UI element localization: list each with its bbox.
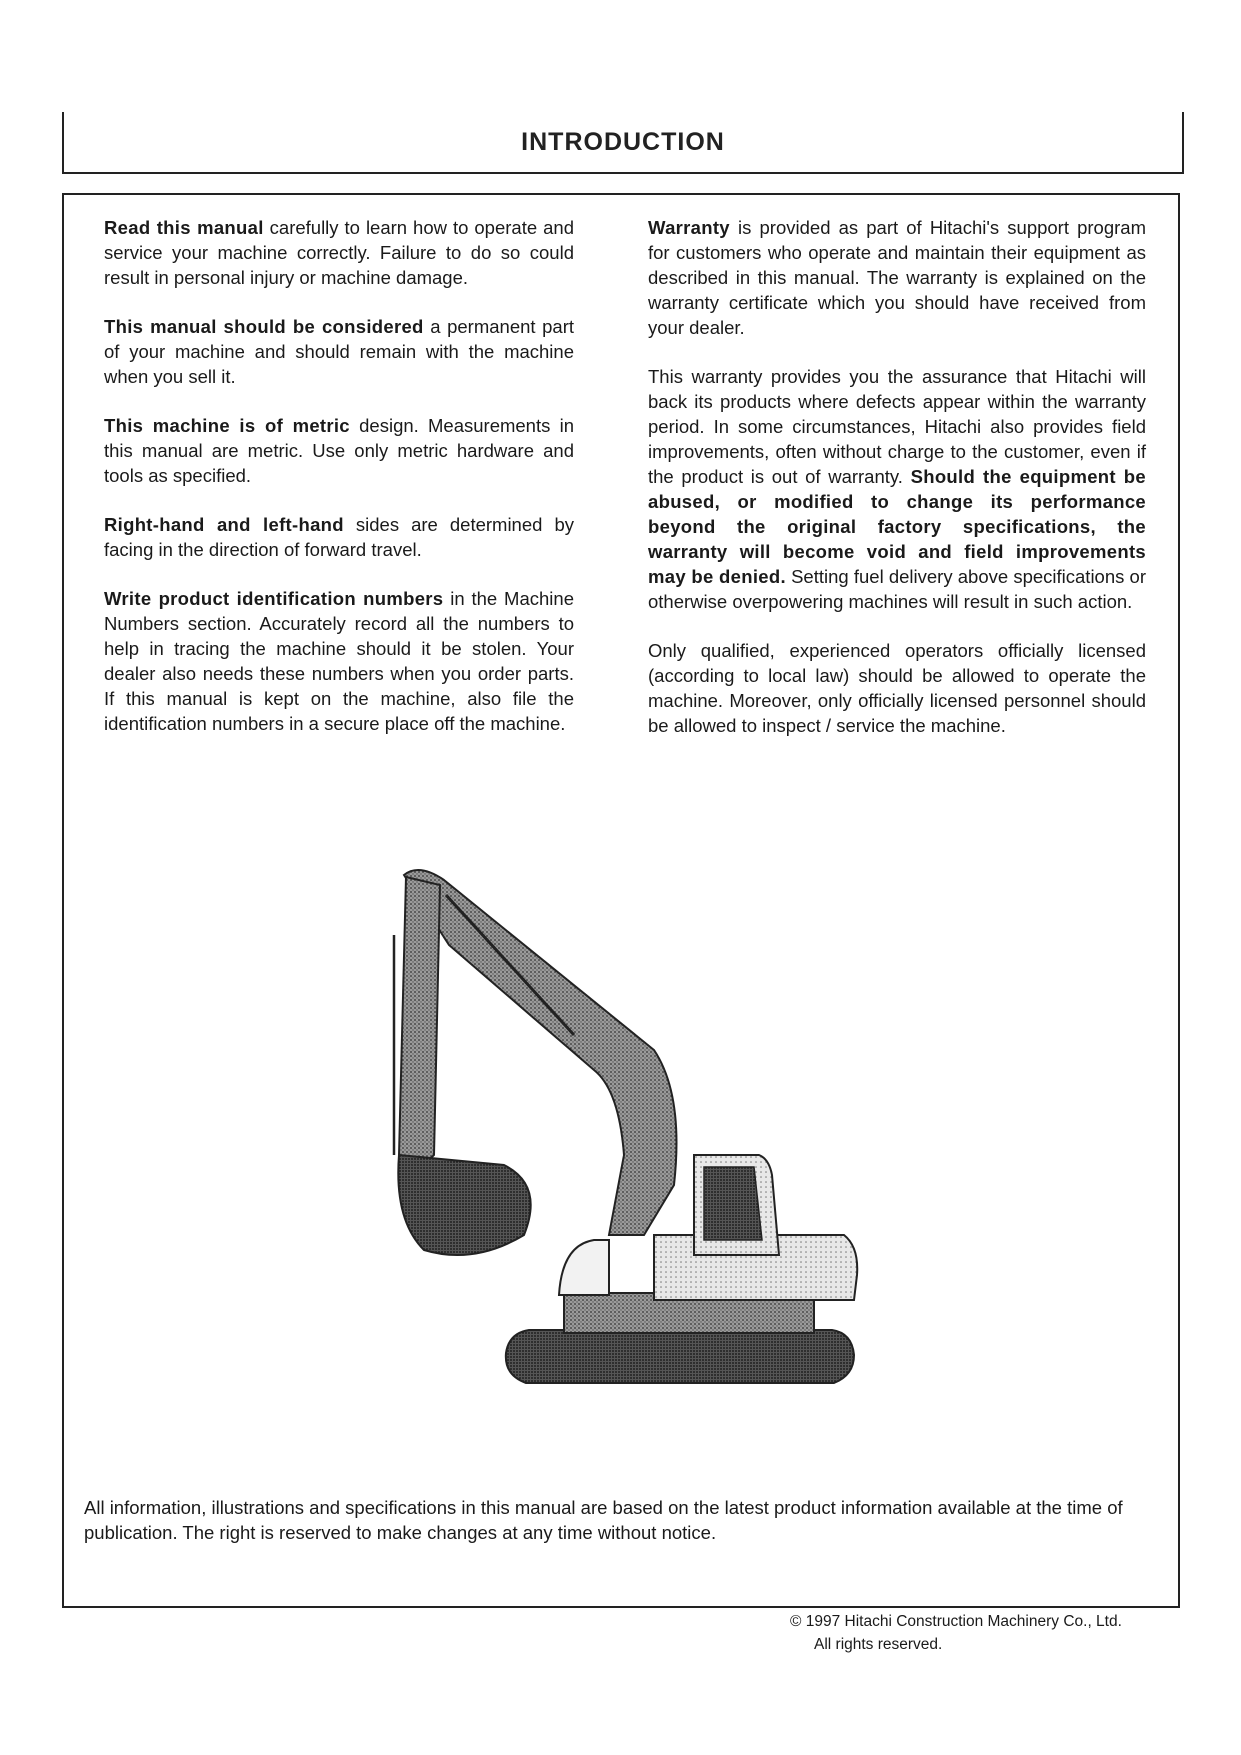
paragraph-warranty-assurance (648, 364, 1146, 614)
paragraph-warranty (648, 215, 1146, 340)
rights-reserved: All rights reserved. (814, 1636, 943, 1653)
paragraph-text: a permanent part of your machine and should remain with the machine when you sell it. (104, 316, 575, 387)
paragraph-text: This warranty provides you the assurance that Hitachi will back its products where defects appear within the warranty period. In some circumstances, Hitachi also provides field improvements, often without charge to the customer, even if the product is out of warranty. (648, 366, 1146, 487)
warranty-void-warning: Should the equipment be abused, or modified to change its performance beyond the original factory specifications, the warranty will become void and field improvements may be denied. (648, 466, 1146, 587)
paragraph-text: in the Machine Numbers section. Accurately record all the numbers to help in tracing the machine should it be stolen. Your dealer also needs these numbers when you order parts. If this manual is kept on the machine, also file the identification numbers in a secure place off the machine. (104, 588, 574, 734)
paragraph-text: Only qualified, experienced operators officially licensed (according to local law) should be allowed to operate the machine. Moreover, only officially licensed personnel should be allowed to inspect / service the machine. (648, 640, 1146, 736)
excavator-arm (399, 877, 440, 1175)
left-column (104, 215, 574, 760)
paragraph-qualified-operators (648, 638, 1146, 738)
paragraph-metric (104, 413, 574, 488)
paragraph-manual-considered (104, 314, 574, 389)
right-column (648, 215, 1146, 762)
excavator-bucket (398, 1155, 530, 1255)
copyright-notice (790, 1610, 1122, 1656)
paragraph-lead: Warranty (648, 217, 730, 238)
paragraph-right-left-hand (104, 512, 574, 562)
hydraulic-line (446, 895, 574, 1035)
content-box (62, 193, 1180, 1608)
paragraph-identification-numbers (104, 586, 574, 736)
paragraph-text: design. Measurements in this manual are metric. Use only metric hardware and tools as specified. (104, 415, 574, 486)
disclaimer: All information, illustrations and specifications in this manual are based on the latest product information available at the time of publication. The right is reserved to make changes at any time without notice. (84, 1497, 1123, 1543)
excavator-illustration (354, 855, 934, 1435)
excavator-track (506, 1330, 854, 1383)
paragraph-lead: Right-hand and left-hand (104, 514, 344, 535)
page-title: INTRODUCTION (521, 128, 725, 156)
paragraph-lead: This manual should be considered (104, 316, 424, 337)
header-box (62, 112, 1184, 174)
paragraph-text: is provided as part of Hitachi's support program for customers who operate and maintain their equipment as described in this manual. The warranty is explained on the warranty certificate which you should have received from your dealer. (648, 217, 1146, 338)
cab-window (704, 1167, 762, 1240)
paragraph-lead: Read this manual (104, 217, 264, 238)
paragraph-text: Setting fuel delivery above specifications or otherwise overpowering machines will result in such action. (648, 566, 1147, 612)
excavator-fender (559, 1240, 609, 1295)
paragraph-read-manual (104, 215, 574, 290)
paragraph-lead: This machine is of metric (104, 415, 350, 436)
paragraph-lead: Write product identification numbers (104, 588, 444, 609)
copyright-line: © 1997 Hitachi Construction Machinery Co., Ltd. (790, 1613, 1122, 1630)
paragraph-text: sides are determined by facing in the direction of forward travel. (104, 514, 574, 560)
paragraph-text: carefully to learn how to operate and service your machine correctly. Failure to do so could result in personal injury or machine damage. (104, 217, 574, 288)
